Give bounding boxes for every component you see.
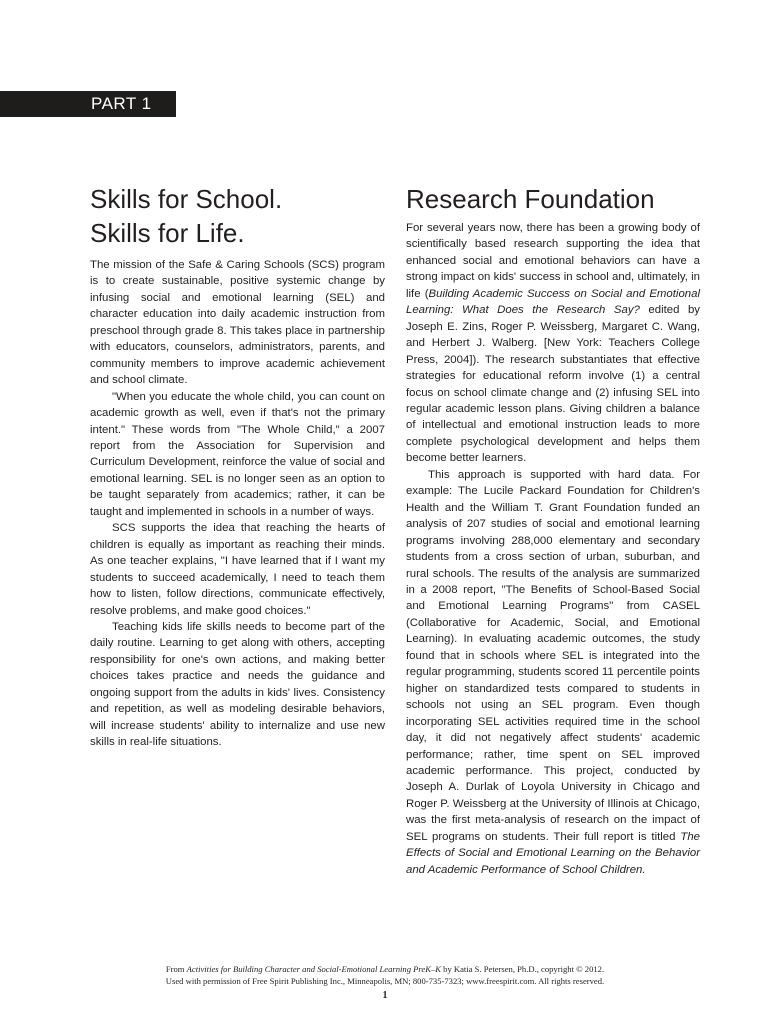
report-title: The Effects of Social and Emotional Learning on the Behavior and Academic Performance of School Children.	[406, 830, 700, 876]
left-paragraph-1: The mission of the Safe & Caring Schools (SCS) program is to create sustainable, positive systemic change by infusing social and emotional learning (SEL) and character education into daily academic instruction from preschool through grade 8. This takes place in partnership with educators, counselors, administrators, parents, and community members to improve academic achievement and school climate.	[90, 259, 385, 387]
left-column	[90, 182, 385, 751]
footer-book-title: Activities for Building Character and Social-Emotional Learning PreK–K	[186, 964, 442, 974]
left-paragraph-3: SCS supports the idea that reaching the hearts of children is equally as important as reaching their minds. As one teacher explains, "I have learned that if I want my students to succeed academically, I need to teach them how to listen, follow directions, communicate effectively, resolve problems, and make good choices."	[90, 522, 385, 617]
right-p1-text-a: For several years now, there has been a growing body of scientifically based research supporting the idea that enhanced social and emotional behaviors can have a strong impact on kids' success in school and, ultimately, in life (	[406, 222, 700, 300]
right-column	[406, 182, 700, 878]
left-paragraph-4: Teaching kids life skills needs to become part of the daily routine. Learning to get along with others, accepting responsibility for one's own actions, and making better choices takes practice and needs the guidance and ongoing support from the adults in kids' lives. Consistency and repetition, as well as modeling desirable behaviors, will increase students' ability to internalize and use new skills in real-life situations.	[90, 620, 385, 749]
left-paragraph-2: "When you educate the whole child, you can count on academic growth as well, even if that's not the primary intent." These words from "The Whole Child," a 2007 report from the Association for Supervision and Curriculum Development, reinforce the value of social and emotional learning. SEL is no longer seen as an option to be taught separately from academics; rather, it can be taught and implemented in schools in a number of ways.	[90, 390, 385, 518]
right-p1-text-b: edited by Joseph E. Zins, Roger P. Weissberg, Margaret C. Wang, and Herbert J. Walberg. [New York: Teachers College Press, 2004]). The research substantiates that effective strategies for educational reform involve (1) a central focus on school climate change and (2) infusing SEL into regular academic lesson plans. Giving children a balance of intellectual and emotional instruction leads to more complete psychological development and helps them become better learners.	[406, 304, 700, 465]
footer-credit-text: by Katia S. Petersen, Ph.D., copyright © 2012.	[441, 964, 605, 974]
footer-credit	[0, 963, 770, 987]
book-title: Building Academic Success on Social and Emotional Learning: What Does the Research Say?	[406, 287, 700, 317]
page-number: 1	[382, 990, 388, 1001]
footer-permission: Used with permission of Free Spirit Publishing Inc., Minneapolis, MN; 800-735-7323; www.freespirit.com. All rights reserved.	[165, 976, 605, 986]
right-paragraph-1	[406, 220, 700, 467]
right-paragraph-2	[406, 467, 700, 878]
title-line-2: Skills for Life.	[90, 218, 245, 248]
right-title: Research Foundation	[406, 184, 655, 214]
right-p2-text: This approach is supported with hard data. For example: The Lucile Packard Foundation for Children's Health and the William T. Grant Foundation funded an analysis of 207 studies of social and emotional learning programs involving 288,000 elementary and secondary students from a cross section of urban, suburban, and rural schools. The results of the analysis are summarized in a 2008 report, "The Benefits of School-Based Social and Emotional Learning Programs" from CASEL (Collaborative for Academic, Social, and Emotional Learning). In evaluating academic outcomes, the study found that in schools where SEL is integrated into the regular programming, students scored 11 percentile points higher on standardized tests compared to students in schools not using an SEL program. Even though incorporating SEL activities required time in the school day, it did not negatively affect students' academic performance; rather, time spent on SEL improved academic performance. This project, conducted by Joseph A. Durlak of Loyola University in Chicago and Roger P. Weissberg at the University of Illinois at Chicago, was the first meta-analysis of research on the impact of SEL programs on students. Their full report is titled	[406, 468, 700, 843]
part-label: PART 1	[0, 91, 176, 117]
footer-from: From	[165, 964, 187, 974]
title-line-1: Skills for School.	[90, 184, 283, 214]
left-title	[90, 182, 385, 250]
